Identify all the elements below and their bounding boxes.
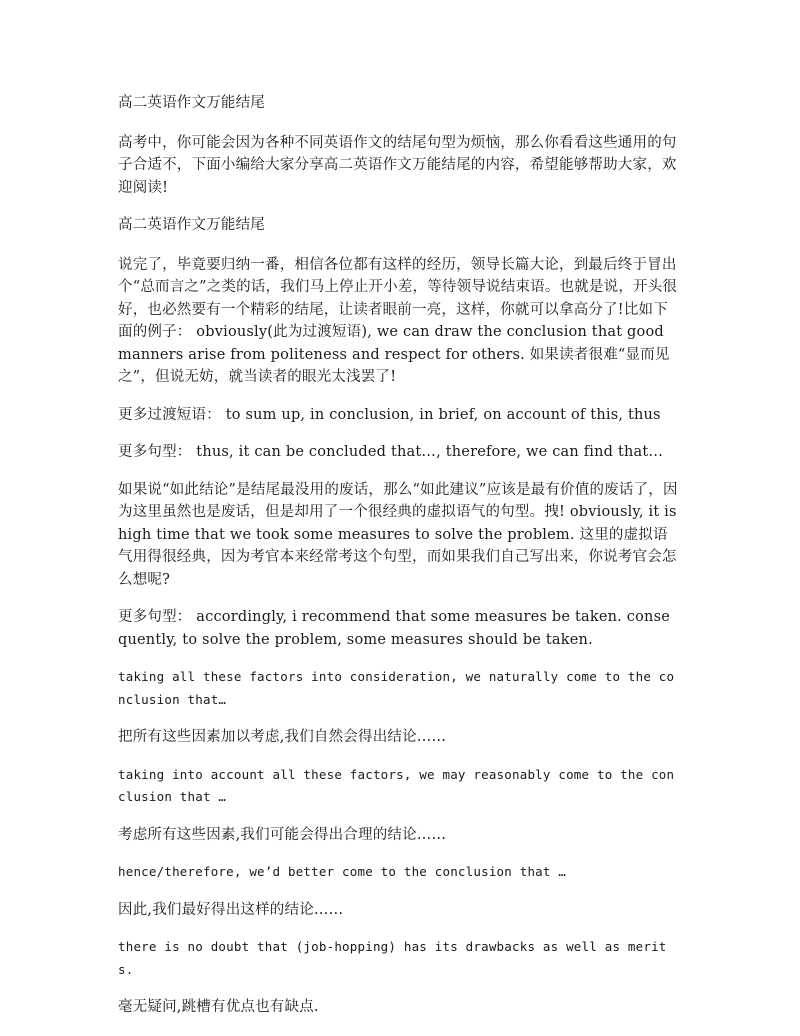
- document-page: [118, 92, 678, 1034]
- body-paragraph: 如果说“如此结论”是结尾最没用的废话，那么“如此建议”应该是最有价值的废话了，因为这里虽然也是废话，但是却用了一个很经典的虚拟语气的句型。拽! obviously, it is high time that we took some measures to solve the problem. 这里的虚拟语气用得很经典，因为考官本来经常考这个句型，而如果我们自己写出来，你说考官会怎么想呢?: [118, 481, 678, 588]
- body-paragraph: 把所有这些因素加以考虑,我们自然会得出结论……: [118, 729, 447, 745]
- section-subtitle: 高二英语作文万能结尾: [118, 217, 265, 233]
- body-paragraph: 更多过渡短语： to sum up, in conclusion, in brief, on account of this, thus: [118, 406, 661, 423]
- body-paragraph: 考虑所有这些因素,我们可能会得出合理的结论……: [118, 826, 447, 843]
- body-paragraph: 更多句型： accordingly, i recommend that some measures be taken. consequently, to solve the problem, some measures should be taken.: [118, 609, 670, 648]
- body-paragraph: taking into account all these factors, we may reasonably come to the conclusion that …: [118, 766, 675, 804]
- body-paragraph: 更多句型： thus, it can be concluded that…, therefore, we can find that…: [118, 444, 664, 460]
- body-paragraph: taking all these factors into consideration, we naturally come to the conclusion that…: [118, 669, 675, 707]
- intro-paragraph: 高考中，你可能会因为各种不同英语作文的结尾句型为烦恼，那么你看看这些通用的句子合适不，下面小编给大家分享高二英语作文万能结尾的内容，希望能够帮助大家，欢迎阅读!: [118, 134, 677, 196]
- body-paragraph: 说完了，毕竟要归纳一番，相信各位都有这样的经历，领导长篇大论，到最后终于冒出个“总而言之”之类的话，我们马上停止开小差，等待领导说结束语。也就是说，开头很好，也必然要有一个精彩的结尾，让读者眼前一亮，这样，你就可以拿高分了!比如下面的例子： obviously(此为过渡短语), we can draw the conclusion that good manners arise from politeness and respect for others. 如果读者很难“显而见之”，但说无妨，就当读者的眼光太浅罢了!: [118, 256, 678, 385]
- document-title: 高二英语作文万能结尾: [118, 95, 265, 111]
- body-paragraph: 毫无疑问,跳槽有优点也有缺点.: [118, 999, 319, 1015]
- body-paragraph: there is no doubt that (job-hopping) has its drawbacks as well as merits.: [118, 939, 667, 977]
- body-paragraph: 因此,我们最好得出这样的结论……: [118, 901, 344, 918]
- body-paragraph: hence/therefore, we’d better come to the conclusion that …: [118, 864, 567, 879]
